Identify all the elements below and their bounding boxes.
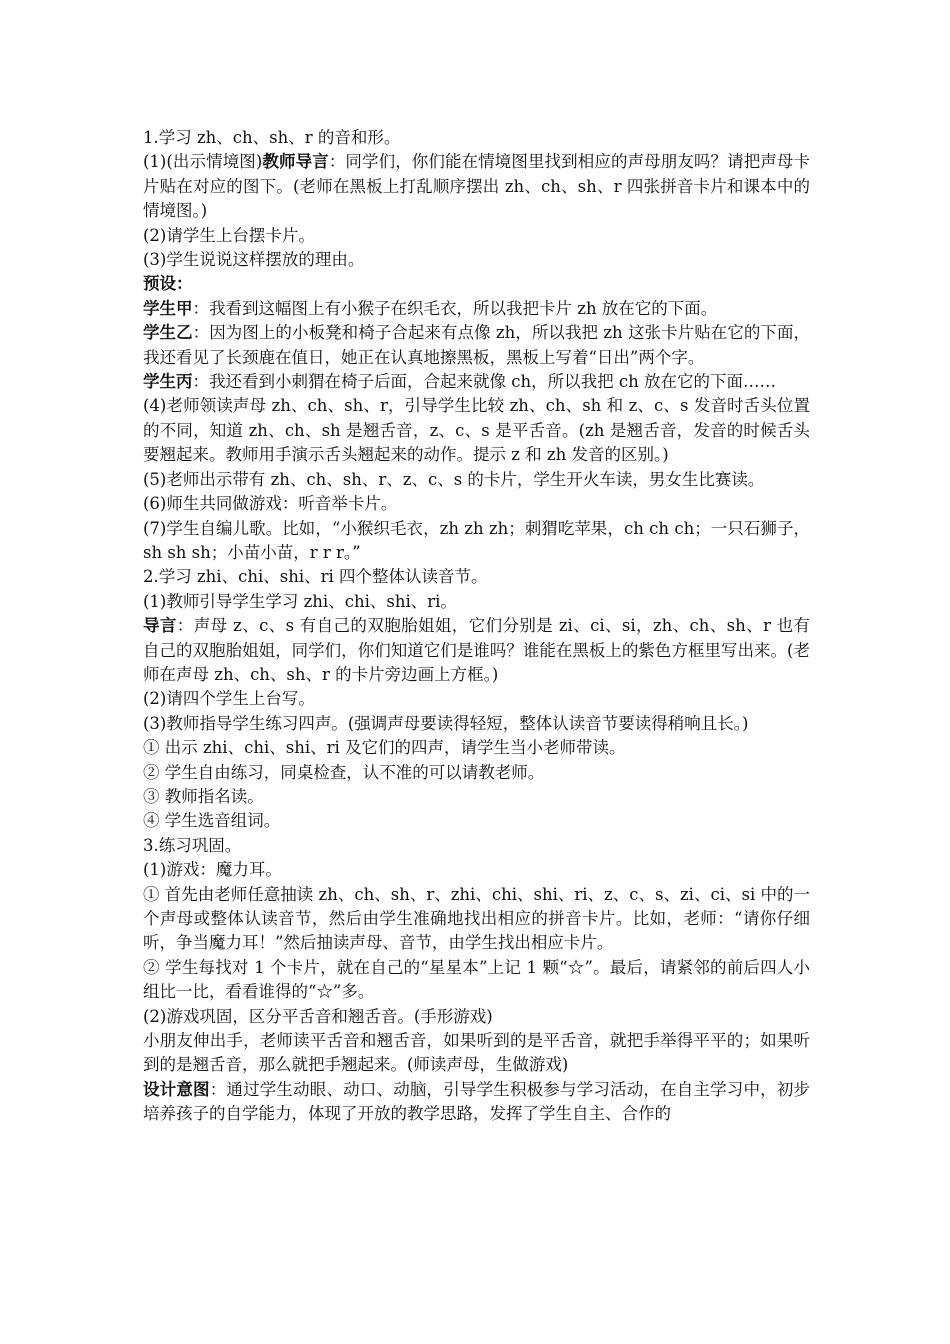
- document-page: [143, 126, 810, 1127]
- paragraph-24: ① 首先由老师任意抽读 zh、ch、sh、r、zhi、chi、shi、ri、z、c、s、zi、ci、si 中的一个声母或整体认读音节，然后由学生准确地找出相应的拼音卡片。比如，老师：“请你仔细听，争当魔力耳！”然后抽读声母、音节，由学生找出相应卡片。: [143, 884, 810, 953]
- paragraph-13: 2.学习 zhi、chi、shi、ri 四个整体认读音节。: [143, 567, 488, 587]
- paragraph-25: ② 学生每找对 1 个卡片，就在自己的“星星本”上记 1 颗“☆”。最后，请紧邻的前后四人小组比一比，看看谁得的“☆”多。: [143, 957, 810, 1002]
- paragraph-12: (7)学生自编儿歌。比如，“小猴织毛衣，zh zh zh；刺猬吃苹果，ch ch ch；一只石狮子，sh sh sh；小苗小苗，r r r。”: [143, 518, 810, 562]
- paragraph-23: (1)游戏：魔力耳。: [143, 860, 282, 880]
- paragraph-2: (1)(出示情境图)教师导言：同学们，你们能在情境图里找到相应的声母朋友吗？请把声母卡片贴在对应的图下。(老师在黑板上打乱顺序摆出 zh、ch、sh、r 四张拼音卡片和课本中的情境图。): [143, 152, 811, 221]
- paragraph-6: 学生甲：我看到这幅图上有小猴子在织毛衣，所以我把卡片 zh 放在它的下面。: [143, 298, 718, 318]
- paragraph-5: 预设：: [143, 274, 193, 294]
- paragraph-3: (2)请学生上台摆卡片。: [143, 225, 315, 245]
- paragraph-1: 1.学习 zh、ch、sh、r 的音和形。: [143, 128, 401, 147]
- paragraph-4: (3)学生说说这样摆放的理由。: [143, 250, 365, 270]
- paragraph-11: (6)师生共同做游戏：听音举卡片。: [143, 494, 398, 514]
- paragraph-16: (2)请四个学生上台写。: [143, 689, 315, 709]
- paragraph-26: (2)游戏巩固，区分平舌音和翘舌音。(手形游戏): [143, 1006, 493, 1026]
- paragraph-22: 3.练习巩固。: [143, 835, 242, 855]
- paragraph-20: ③ 教师指名读。: [143, 786, 264, 806]
- paragraph-17: (3)教师指导学生练习四声。(强调声母要读得轻短，整体认读音节要读得稍响且长。): [143, 713, 749, 733]
- paragraph-15: 导言：声母 z、c、s 有自己的双胞胎姐姐，它们分别是 zi、ci、si，zh、ch、sh、r 也有自己的双胞胎姐姐，同学们，你们知道它们是谁吗？谁能在黑板上的紫色方框里写出来。(老师在声母 zh、ch、sh、r 的卡片旁边画上方框。): [143, 616, 810, 684]
- paragraph-7: 学生乙：因为图上的小板凳和椅子合起来有点像 zh，所以我把 zh 这张卡片贴在它的下面，我还看见了长颈鹿在值日，她正在认真地擦黑板，黑板上写着“日出”两个字。: [143, 323, 811, 367]
- paragraph-18: ① 出示 zhi、chi、shi、ri 及它们的四声，请学生当小老师带读。: [143, 738, 626, 758]
- paragraph-27: 小朋友伸出手，老师读平舌音和翘舌音，如果听到的是平舌音，就把手举得平平的；如果听到的是翘舌音，那么就把手翘起来。(师读声母，生做游戏): [143, 1031, 810, 1075]
- paragraph-21: ④ 学生选音组词。: [143, 811, 281, 831]
- paragraph-28: 设计意图：通过学生动眼、动口、动脑，引导学生积极参与学习活动，在自主学习中，初步培养孩子的自学能力，体现了开放的教学思路，发挥了学生自主、合作的: [143, 1079, 811, 1124]
- paragraph-14: (1)教师引导学生学习 zhi、chi、shi、ri。: [143, 591, 457, 611]
- paragraph-19: ② 学生自由练习，同桌检查，认不准的可以请教老师。: [143, 762, 545, 782]
- paragraph-8: 学生丙：我还看到小刺猬在椅子后面，合起来就像 ch，所以我把 ch 放在它的下面……: [143, 372, 776, 392]
- paragraph-10: (5)老师出示带有 zh、ch、sh、r、z、c、s 的卡片，学生开火车读，男女生比赛读。: [143, 469, 765, 489]
- paragraph-9: (4)老师领读声母 zh、ch、sh、r，引导学生比较 zh、ch、sh 和 z、c、s 发音时舌头位置的不同，知道 zh、ch、sh 是翘舌音，z、c、s 是平舌音。(zh 是翘舌音，发音的时候舌头要翘起来。教师用手演示舌头翘起来的动作。提示 z 和 zh 发音的区别。): [143, 396, 810, 465]
